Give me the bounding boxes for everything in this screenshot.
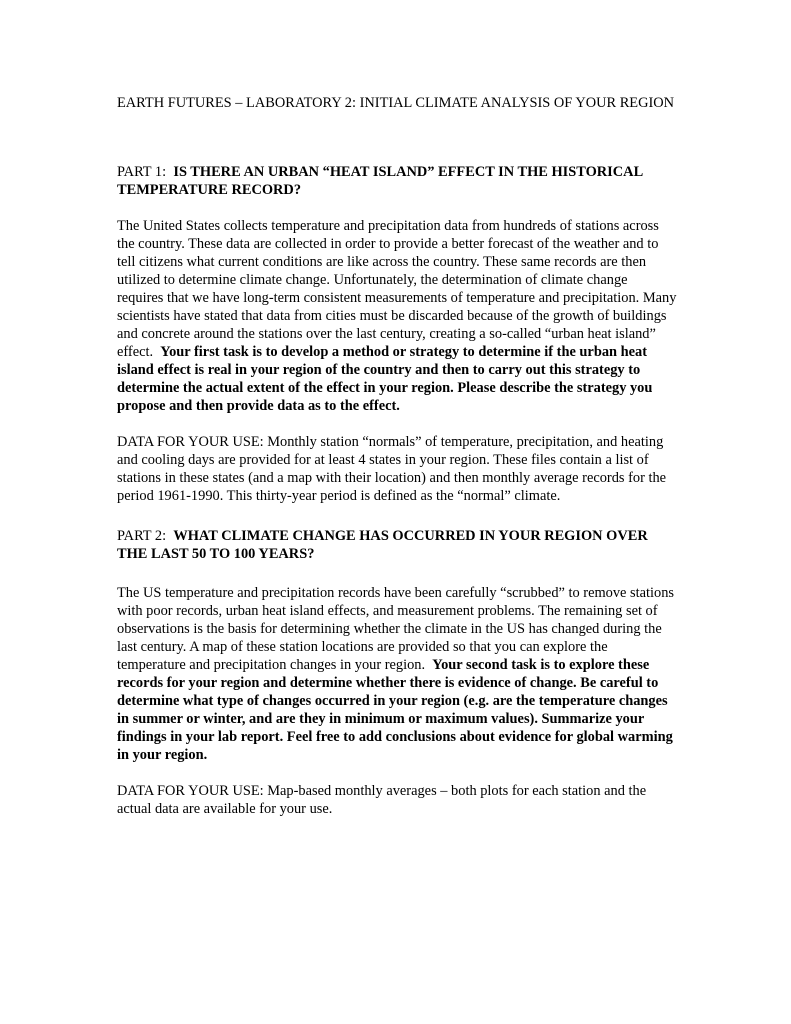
spacer <box>117 505 677 527</box>
part-2-task: Your second task is to explore these records for your region and determine whether there is evidence of change. Be careful to determine what type of changes occurred in your region (e.g. are the temperature changes in summer or winter, and are they in minimum or maximum values). Summarize your findings in your lab report. Feel free to add conclusions about evidence for global warming in your region. <box>117 657 673 763</box>
part-1-body-text: The United States collects temperature and precipitation data from hundreds of stations across the country. These data are collected in order to provide a better forecast of the weather and to tell citizens what current conditions are like across the country. These same records are then utilized to determine climate change. Unfortunately, the determination of climate change requires that we have long-term consistent measurements of temperature and precipitation. Many scientists have stated that data from cities must be discarded because of the growth of buildings and concrete around the stations over the last century, creating a so-called “urban heat island” effect. <box>117 218 677 360</box>
part-2-label: PART 2: <box>117 528 167 544</box>
part-1-data-note: DATA FOR YOUR USE: Monthly station “normals” of temperature, precipitation, and heating and cooling days are provided for at least 4 states in your region. These files contain a list of stations in these states (and a map with their location) and then monthly average records for the period 1961-1990. This thirty-year period is defined as the “normal” climate. <box>117 434 667 504</box>
document-title: EARTH FUTURES – LABORATORY 2: INITIAL CLIMATE ANALYSIS OF YOUR REGION <box>117 95 675 111</box>
part-1-section <box>117 163 677 505</box>
spacer <box>117 112 677 163</box>
spacer <box>117 764 677 782</box>
part-1-heading <box>117 163 677 199</box>
part-1-task: Your first task is to develop a method or strategy to determine if the urban heat island effect is real in your region of the country and then to carry out this strategy to determine the actual extent of the effect in your region. Please describe the strategy you propose and then provide data as to the effect. <box>117 344 653 414</box>
part-2-heading <box>117 527 677 563</box>
document-page <box>117 94 677 818</box>
part-1-body <box>117 217 677 415</box>
part-2-body <box>117 584 677 764</box>
part-2-body-text: The US temperature and precipitation records have been carefully “scrubbed” to remove stations with poor records, urban heat island effects, and measurement problems. The remaining set of observations is the basis for determining whether the climate in the US has changed during the last century. A map of these station locations are provided so that you can explore the temperature and precipitation changes in your region. <box>117 585 675 673</box>
part-1-question: IS THERE AN URBAN “HEAT ISLAND” EFFECT IN THE HISTORICAL TEMPERATURE RECORD? <box>117 164 643 198</box>
part-2-section <box>117 527 677 818</box>
spacer <box>117 563 677 584</box>
spacer <box>117 415 677 433</box>
part-1-label: PART 1: <box>117 164 167 180</box>
spacer <box>117 199 677 217</box>
part-2-data-note: DATA FOR YOUR USE: Map-based monthly averages – both plots for each station and the actual data are available for your use. <box>117 783 647 817</box>
part-2-question: WHAT CLIMATE CHANGE HAS OCCURRED IN YOUR REGION OVER THE LAST 50 TO 100 YEARS? <box>117 528 648 562</box>
